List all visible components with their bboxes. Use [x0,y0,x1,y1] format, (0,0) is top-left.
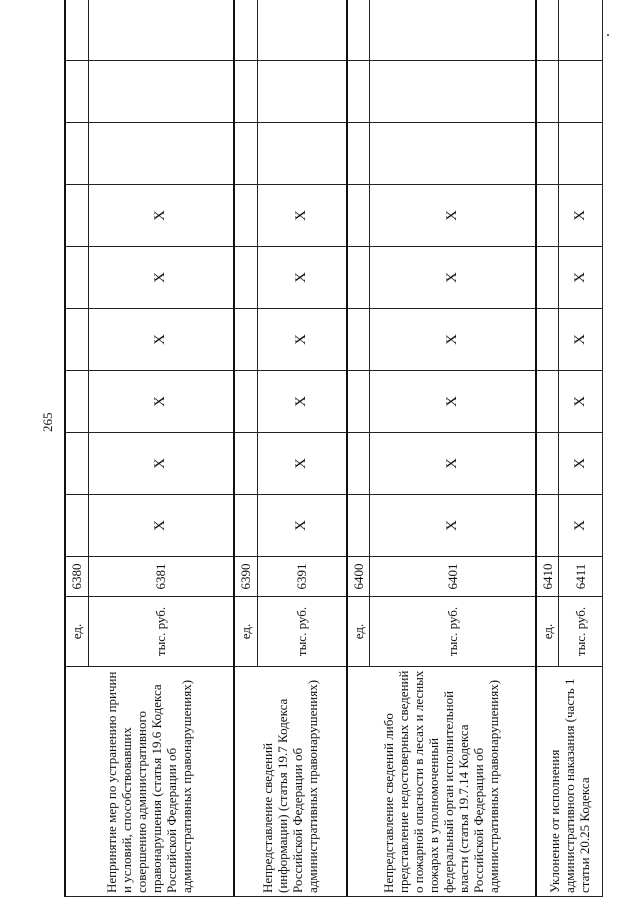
statistics-form-table [64,0,603,897]
value-cell [536,433,559,495]
x-mark-cell: X [559,371,603,433]
table-row [65,0,88,897]
value-cell [88,0,234,61]
row-code-cell: 6410 [536,557,559,597]
value-cell [234,247,257,309]
value-cell [536,495,559,557]
value-cell [234,309,257,371]
unit-cell: ед. [234,597,257,667]
x-mark-cell: X [559,433,603,495]
row-name: Уклонение от исполнения административного наказания (часть 1 статьи 20.25 Кодекса [546,678,592,893]
x-mark-cell: X [257,309,347,371]
row-name: Непринятие мер по устранению причин и условий, способствовавших совершению административного правонарушения (статья 19.6 Кодекса Российской Федерации об административных правонарушениях) [104,671,195,893]
value-cell [257,61,347,123]
x-mark-cell: X [370,309,536,371]
x-mark-cell: X [88,495,234,557]
unit-cell: тыс. руб. [88,597,234,667]
unit-cell: ед. [65,597,88,667]
table-row [234,0,257,897]
x-mark-cell: X [257,433,347,495]
unit-cell: ед. [536,597,559,667]
value-cell [559,61,603,123]
value-cell [65,123,88,185]
value-cell [234,123,257,185]
value-cell [234,433,257,495]
unit-cell: тыс. руб. [370,597,536,667]
value-cell [347,433,370,495]
x-mark-cell: X [88,371,234,433]
value-cell [370,61,536,123]
row-name: Непредставление сведений либо представление недостоверных сведений о пожарной опасности в лесах и лесных пожарах в уполномоченный федеральный орган исполнительной власти (статья 19.7.14 Кодекса Российской Федерации об административных правонарушениях) [381,670,502,893]
row-code-cell: 6401 [370,557,536,597]
value-cell [347,0,370,61]
x-mark-cell: X [370,185,536,247]
value-cell [88,61,234,123]
value-cell [65,247,88,309]
value-cell [347,123,370,185]
page-number: 265 [40,412,55,432]
value-cell [536,0,559,61]
value-cell [65,495,88,557]
scan-dot [607,34,609,36]
row-name-cell [65,667,234,897]
value-cell [234,495,257,557]
value-cell [65,433,88,495]
x-mark-cell: X [88,433,234,495]
value-cell [536,371,559,433]
value-cell [347,61,370,123]
value-cell [347,371,370,433]
x-mark-cell: X [370,433,536,495]
x-mark-cell: X [257,247,347,309]
value-cell [88,123,234,185]
x-mark-cell: X [559,247,603,309]
value-cell [65,61,88,123]
x-mark-cell: X [257,495,347,557]
unit-cell: тыс. руб. [559,597,603,667]
x-mark-cell: X [88,185,234,247]
value-cell [347,247,370,309]
value-cell [65,371,88,433]
row-name-cell [536,667,603,897]
value-cell [347,495,370,557]
unit-cell: тыс. руб. [257,597,347,667]
table-row [347,0,370,897]
value-cell [347,309,370,371]
rotated-table-wrapper [64,17,603,897]
x-mark-cell: X [88,247,234,309]
value-cell [65,185,88,247]
row-name: Непредставление сведений (информации) (статья 19.7 Кодекса Российской Федерации об административных правонарушениях) [260,679,321,893]
row-name-cell [347,667,536,897]
row-code-cell: 6380 [65,557,88,597]
x-mark-cell: X [370,371,536,433]
row-code-cell: 6390 [234,557,257,597]
value-cell [65,309,88,371]
x-mark-cell: X [370,495,536,557]
value-cell [234,371,257,433]
value-cell [370,0,536,61]
value-cell [559,123,603,185]
x-mark-cell: X [257,371,347,433]
table-body [65,0,603,897]
value-cell [559,0,603,61]
value-cell [234,185,257,247]
value-cell [257,0,347,61]
value-cell [536,185,559,247]
value-cell [347,185,370,247]
value-cell [536,123,559,185]
value-cell [234,61,257,123]
table-row [536,0,559,897]
x-mark-cell: X [559,495,603,557]
x-mark-cell: X [370,247,536,309]
value-cell [370,123,536,185]
row-code-cell: 6400 [347,557,370,597]
value-cell [257,123,347,185]
x-mark-cell: X [88,309,234,371]
unit-cell: ед. [347,597,370,667]
value-cell [536,247,559,309]
row-name-cell [234,667,347,897]
row-code-cell: 6381 [88,557,234,597]
x-mark-cell: X [257,185,347,247]
value-cell [536,309,559,371]
x-mark-cell: X [559,309,603,371]
value-cell [65,0,88,61]
row-code-cell: 6391 [257,557,347,597]
row-code-cell: 6411 [559,557,603,597]
value-cell [536,61,559,123]
x-mark-cell: X [559,185,603,247]
value-cell [234,0,257,61]
